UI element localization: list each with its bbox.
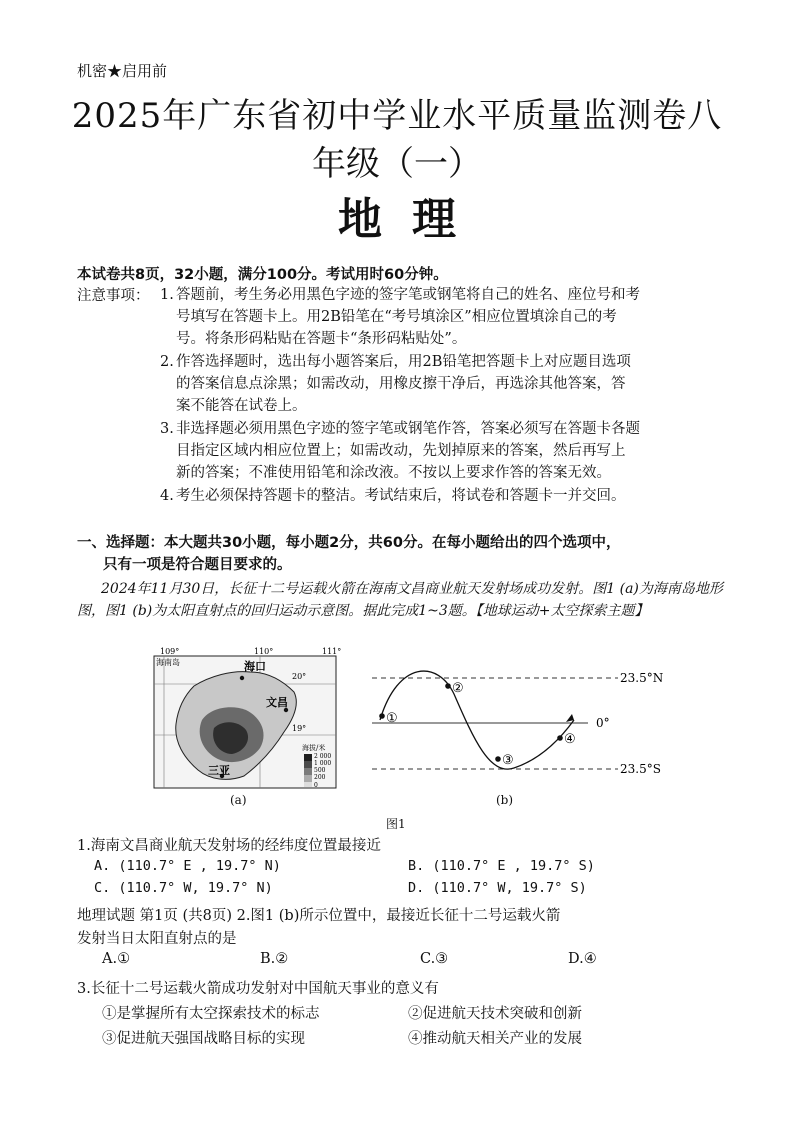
q3-item-4: ④推动航天相关产业的发展	[408, 1031, 582, 1047]
q2-option-d: D.④	[568, 951, 597, 967]
point-3: ③	[502, 753, 514, 768]
exam-title-grade: 年级（一）	[312, 144, 482, 184]
svg-text:200: 200	[314, 774, 326, 781]
point-2: ②	[452, 681, 464, 696]
figure-caption-b: (b)	[496, 793, 514, 807]
svg-text:500: 500	[314, 767, 326, 774]
q2-option-b: B.②	[260, 951, 289, 967]
lat-label-north: 23.5°N	[620, 671, 664, 685]
q3-item-3: ③促进航天强国战略目标的实现	[102, 1031, 305, 1047]
point-4: ④	[564, 732, 576, 747]
lat-label-19: 19°	[292, 724, 307, 733]
place-wenchang: 文昌	[266, 696, 288, 709]
exam-info: 本试卷共8页，32小题，满分100分。考试用时60分钟。	[77, 267, 448, 283]
q1-option-d: D. (110.7° W, 19.7° S)	[408, 880, 587, 896]
note-3: 3. 非选择题必须用黑色字迹的签字笔或钢笔作答，答案必须写在答题卡各题 目指定区域内相应位置上；如需改动，先划掉原来的答案，然后再写上 新的答案；不准使用铅笔和涂改液。不按以上要求作答的答案无效。	[160, 421, 640, 481]
svg-text:0: 0	[314, 782, 318, 789]
hainan-terrain-map	[150, 646, 350, 794]
svg-text:1 000: 1 000	[314, 760, 332, 767]
svg-text:2 000: 2 000	[314, 753, 332, 760]
question-2: 地理试题 第1页 (共8页) 2.图1 (b)所示位置中，最接近长征十二号运载火箭	[77, 908, 561, 924]
section-1-heading: 一、选择题：本大题共30小题，每小题2分，共60分。在每小题给出的四个选项中， 只有一项是符合题目要求的。	[77, 535, 621, 573]
sea-label: 海南岛	[156, 658, 180, 667]
secret-mark: 机密★启用前	[77, 62, 168, 80]
question-2-cont: 发射当日太阳直射点的是	[77, 931, 237, 947]
question-1: 1.海南文昌商业航天发射场的经纬度位置最接近	[77, 838, 381, 854]
lat-label-equator: 0°	[596, 716, 610, 730]
exam-title: 2025年广东省初中学业水平质量监测卷八	[71, 96, 723, 136]
lon-label-111: 111°	[322, 647, 342, 656]
legend-title: 海拔/米	[302, 744, 326, 752]
place-haikou: 海口	[244, 660, 266, 673]
note-2: 2. 作答选择题时，选出每小题答案后，用2B铅笔把答题卡上对应题目选项 的答案信息点涂黑；如需改动，用橡皮擦干净后，再选涂其他答案，答 案不能答在试卷上。	[160, 354, 631, 414]
place-sanya: 三亚	[208, 764, 230, 777]
question-3: 3.长征十二号运载火箭成功发射对中国航天事业的意义有	[77, 981, 439, 997]
subject-title: 地理	[338, 194, 486, 245]
solar-migration-diagram	[362, 660, 682, 788]
lon-label-110: 110°	[254, 647, 274, 656]
q1-option-b: B. (110.7° E , 19.7° S)	[408, 858, 595, 874]
notes-label: 注意事项：	[77, 288, 150, 304]
q3-item-1: ①是掌握所有太空探索技术的标志	[102, 1006, 320, 1022]
figure-caption-a: (a)	[230, 793, 247, 807]
q1-option-c: C. (110.7° W, 19.7° N)	[94, 880, 273, 896]
q2-option-c: C.③	[420, 951, 449, 967]
lon-label-109: 109°	[160, 647, 180, 656]
lat-label-20: 20°	[292, 672, 307, 681]
migration-curve	[380, 671, 574, 769]
point-1: ①	[386, 711, 398, 726]
note-4: 4. 考生必须保持答题卡的整洁。考试结束后，将试卷和答题卡一并交回。	[160, 488, 626, 504]
page-footer: 地理试题 第1页 (共8页)	[77, 908, 232, 924]
q1-option-a: A. (110.7° E , 19.7° N)	[94, 858, 281, 874]
lat-label-south: 23.5°S	[620, 762, 661, 776]
note-1: 1. 答题前，考生务必用黑色字迹的签字笔或钢笔将自己的姓名、座位号和考 号填写在答题卡上。用2B铅笔在“考号填涂区”相应位置填涂自己的考 号。将条形码粘贴在答题卡“条形码粘贴处”。	[160, 287, 640, 347]
q2-option-a: A.①	[102, 951, 131, 967]
q3-item-2: ②促进航天技术突破和创新	[408, 1006, 582, 1022]
figure-caption: 图1	[386, 817, 406, 831]
question-stem: 2024年11月30日，长征十二号运载火箭在海南文昌商业航天发射场成功发射。图1 (a)为海南岛地形图，图1 (b)为太阳直射点的回归运动示意图。据此完成1~3题。【地球运动+太空探索主题】	[77, 581, 723, 619]
